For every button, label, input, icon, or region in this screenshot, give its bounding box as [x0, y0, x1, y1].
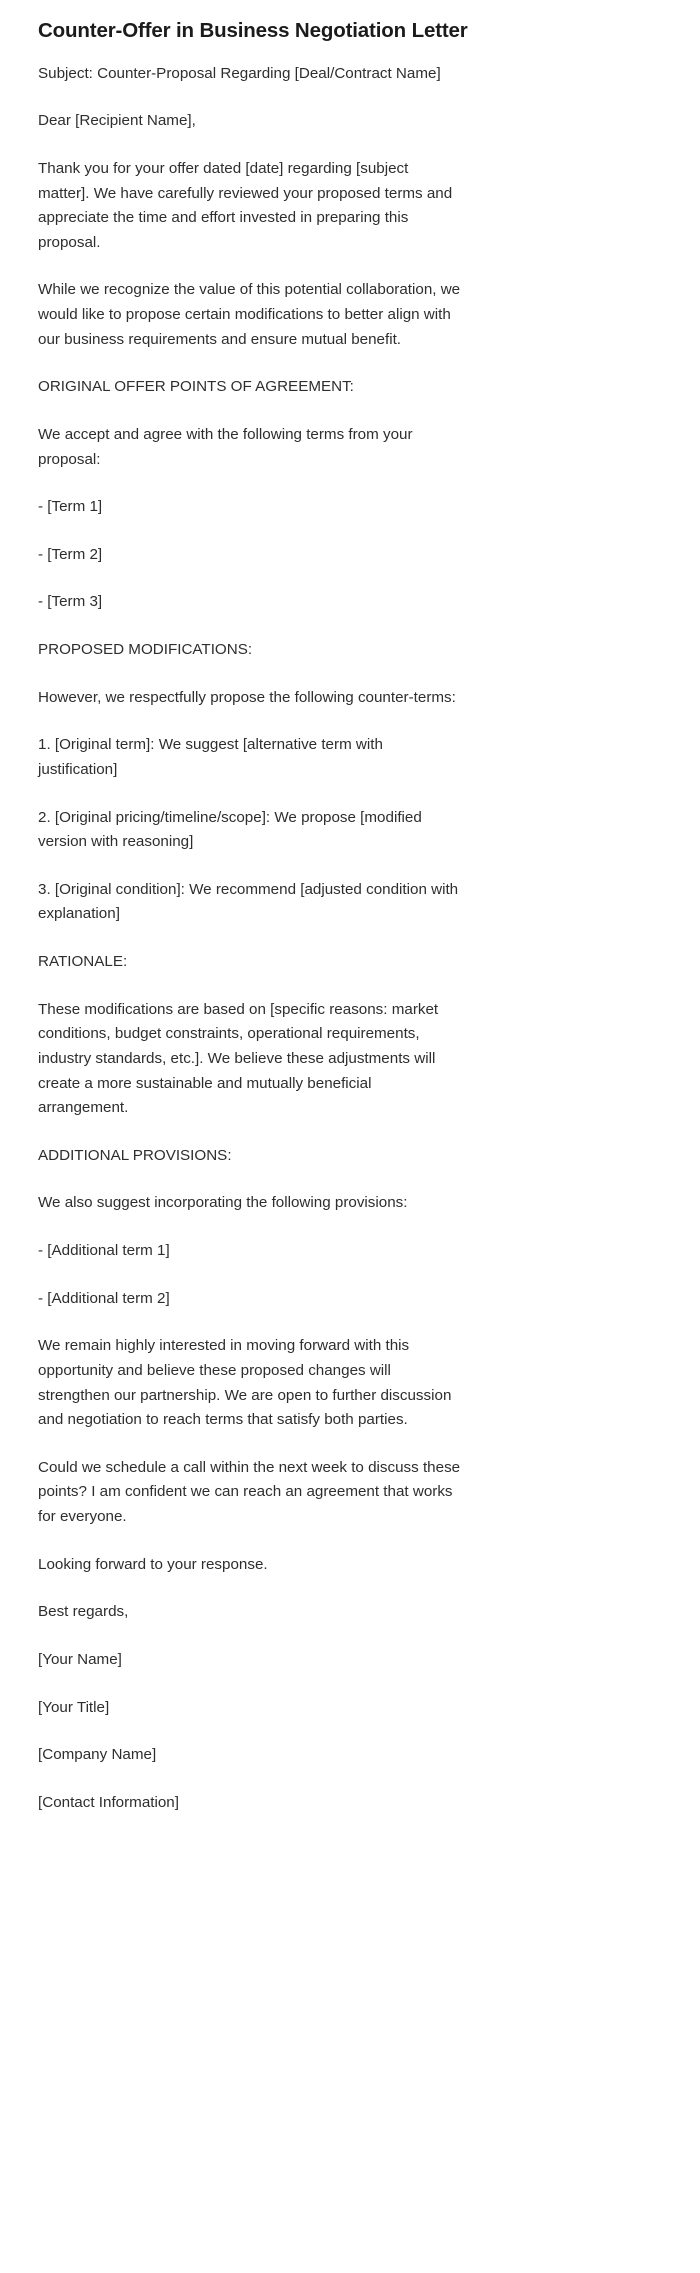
sign-off: Best regards, [38, 1603, 129, 1621]
provisions-heading: ADDITIONAL PROVISIONS: [38, 1146, 232, 1164]
agreed-term-2: - [Term 2] [38, 545, 103, 563]
modifications-heading: PROPOSED MODIFICATIONS: [38, 641, 253, 659]
page-title: Counter-Offer in Business Negotiation Letter [38, 19, 468, 42]
signature-title: [Your Title] [38, 1698, 110, 1716]
signature-contact: [Contact Information] [38, 1793, 179, 1811]
additional-term-1: - [Additional term 1] [38, 1242, 170, 1260]
agreement-intro: We accept and agree with the following terms from your proposal: [38, 425, 413, 468]
signature-company: [Company Name] [38, 1746, 157, 1764]
agreement-heading: ORIGINAL OFFER POINTS OF AGREEMENT: [38, 378, 354, 396]
modifications-intro: However, we respectfully propose the following counter-terms: [38, 688, 456, 706]
salutation: Dear [Recipient Name], [38, 112, 196, 130]
modification-item-2: 2. [Original pricing/timeline/scope]: We propose [modified version with reasoning] [38, 808, 422, 851]
provisions-intro: We also suggest incorporating the following provisions: [38, 1194, 408, 1212]
closing-line: Looking forward to your response. [38, 1555, 268, 1573]
value-paragraph: While we recognize the value of this potential collaboration, we would like to propose certain modifications to better align with our business requirements and ensure mutual benefit. [38, 281, 461, 348]
agreed-term-3: - [Term 3] [38, 593, 103, 611]
modification-item-3: 3. [Original condition]: We recommend [adjusted condition with explanation] [38, 880, 459, 923]
intro-paragraph: Thank you for your offer dated [date] regarding [subject matter]. We have carefully reviewed your proposed terms and appreciate the time and effort invested in preparing this proposal. [38, 159, 453, 251]
rationale-paragraph: These modifications are based on [specific reasons: market conditions, budget constraints, operational requirements, industry standards, etc.]. We believe these adjustments will create a more sustainable and mutually beneficial arrangement. [38, 1000, 439, 1117]
signature-name: [Your Name] [38, 1650, 122, 1668]
interest-paragraph: We remain highly interested in moving forward with this opportunity and believe these proposed changes will strengthen our partnership. We are open to further discussion and negotiation to reach terms that satisfy both parties. [38, 1337, 452, 1429]
subject-line: Subject: Counter-Proposal Regarding [Deal/Contract Name] [38, 64, 441, 82]
agreed-term-1: - [Term 1] [38, 498, 103, 516]
call-paragraph: Could we schedule a call within the next week to discuss these points? I am confident we can reach an agreement that works for everyone. [38, 1458, 461, 1526]
additional-term-2: - [Additional term 2] [38, 1289, 170, 1307]
modification-item-1: 1. [Original term]: We suggest [alternative term with justification] [38, 736, 383, 778]
rationale-heading: RATIONALE: [38, 953, 128, 971]
